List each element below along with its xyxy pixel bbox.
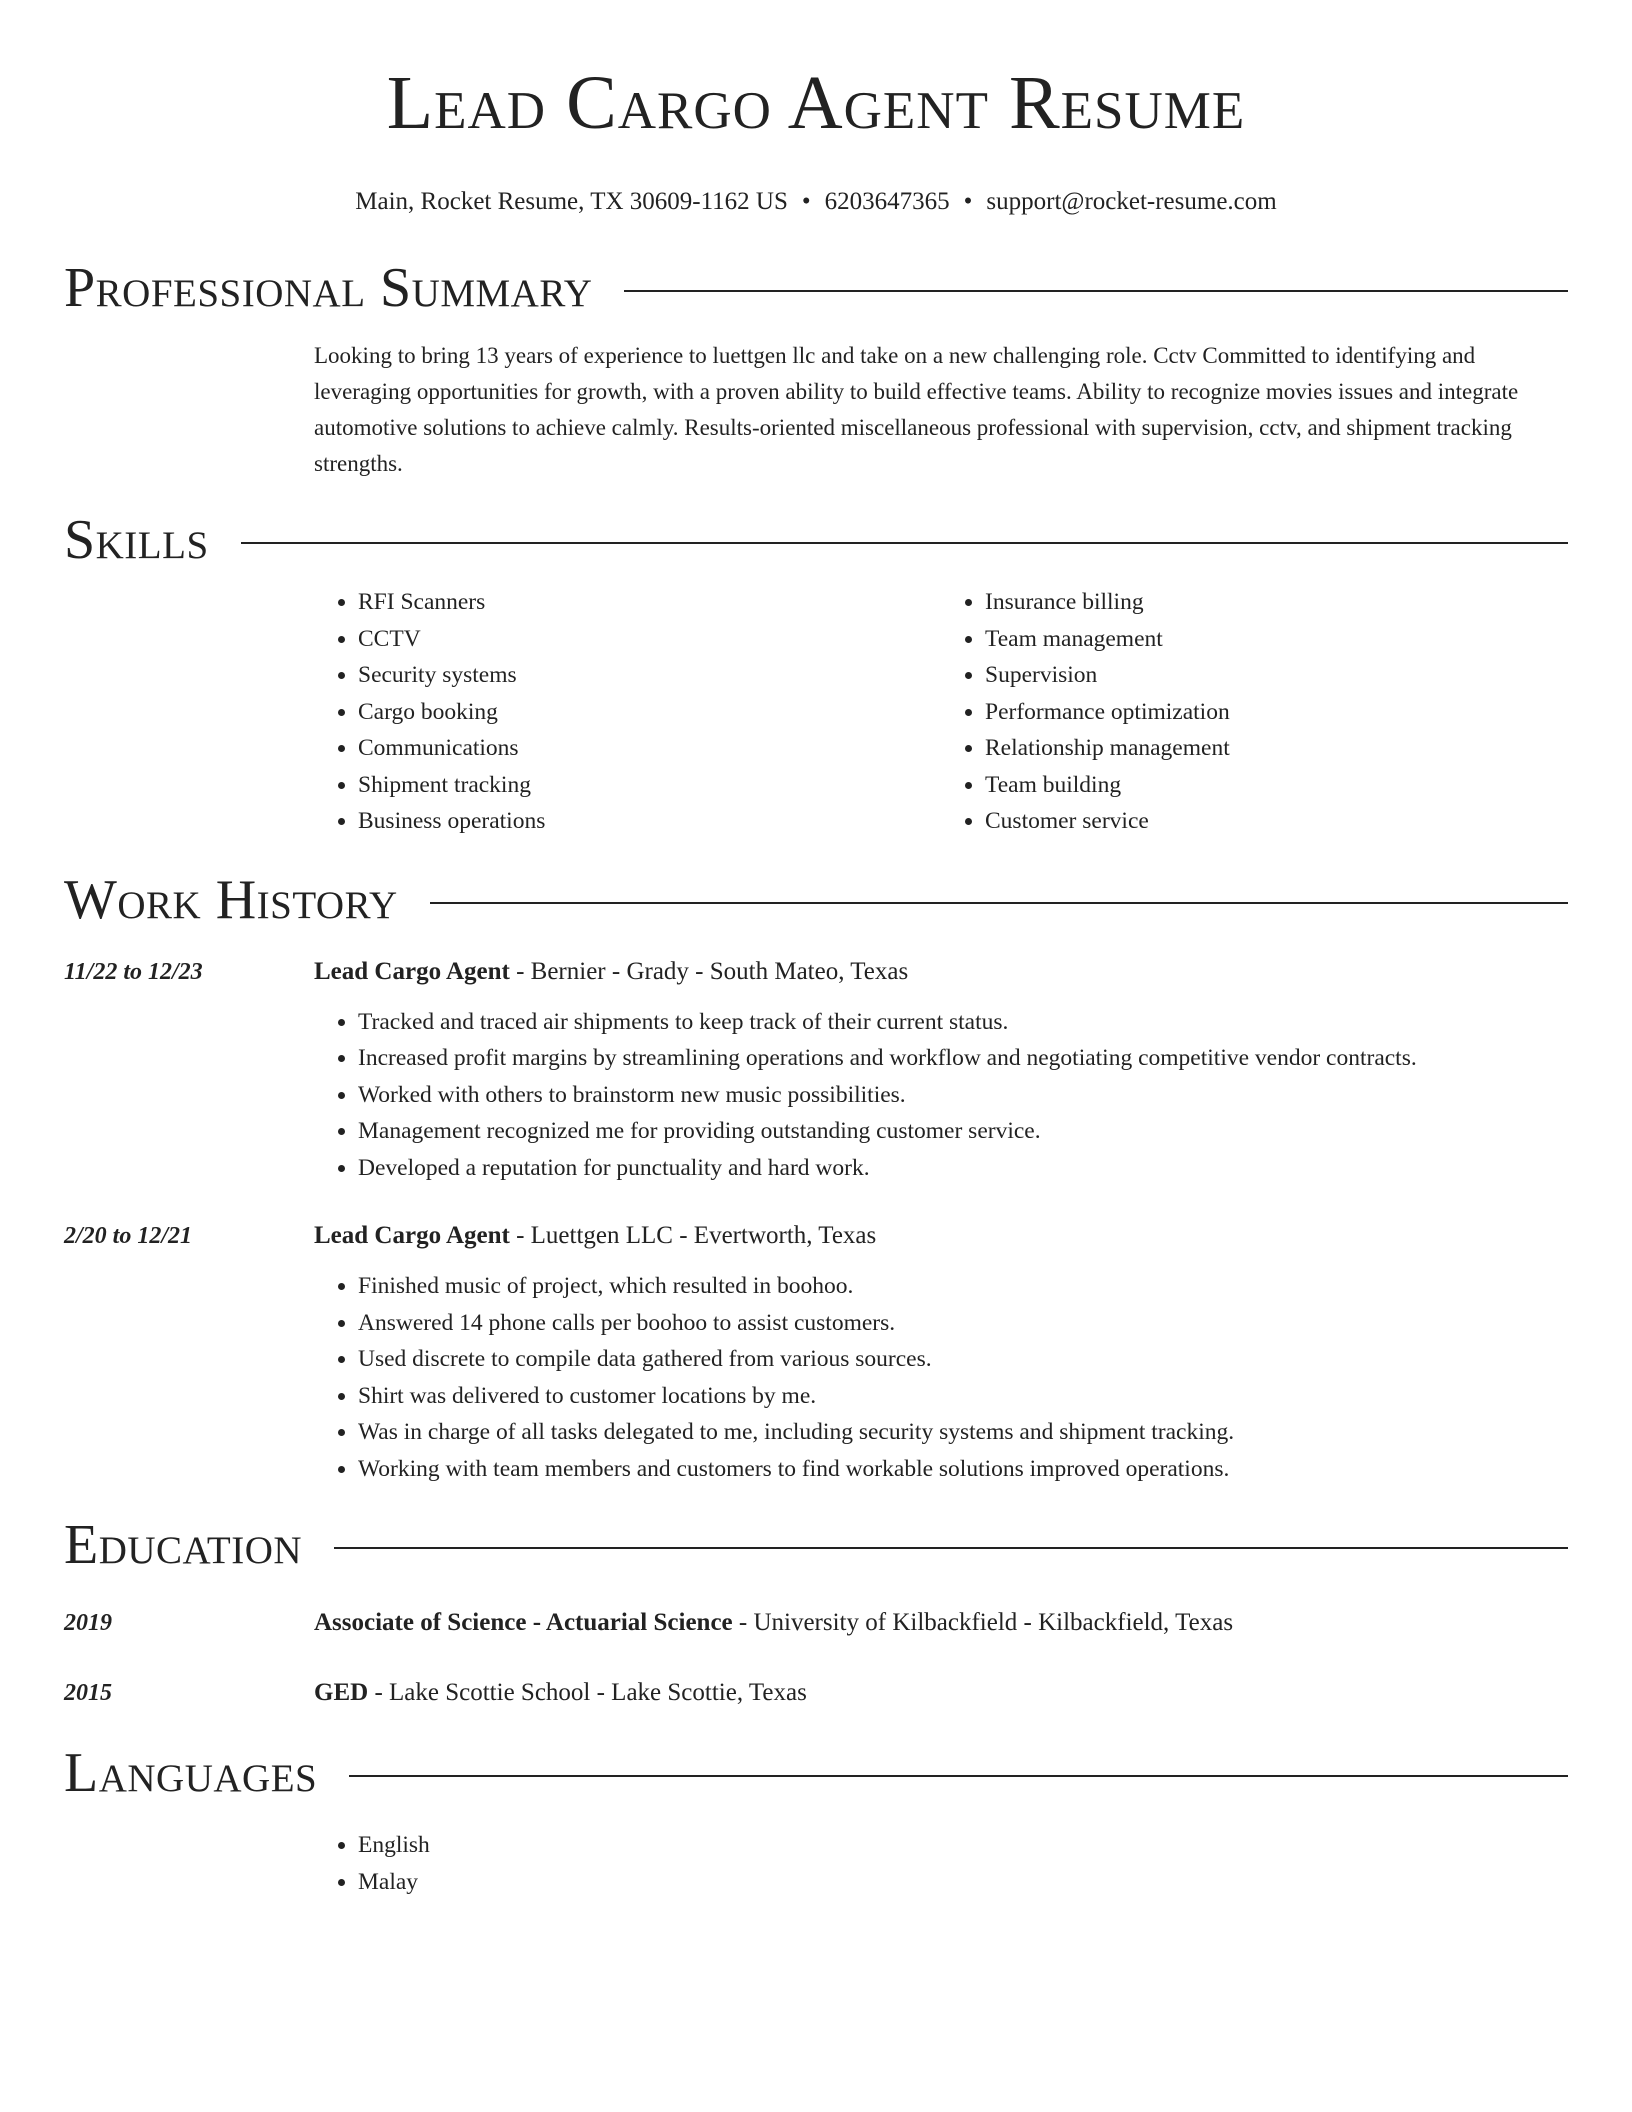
education-detail [314, 1605, 1568, 1641]
work-dates: 11/22 to 12/23 [64, 958, 203, 985]
languages-heading: Languages [64, 1742, 318, 1804]
education-title-line [314, 1675, 1568, 1711]
work-entry [64, 954, 1568, 1187]
skill-item: • Security systems [358, 657, 941, 694]
education-school: - Lake Scottie School - Lake Scottie, Texas [368, 1679, 807, 1706]
contact-phone: 6203647365 [824, 188, 950, 215]
skill-item: • Performance optimization [985, 694, 1568, 731]
education-degree: GED [314, 1679, 369, 1706]
resume-title: Lead Cargo Agent Resume [386, 61, 1246, 145]
work-bullet: • Shirt was delivered to customer locations by me. [358, 1378, 1568, 1415]
skill-item: • Shipment tracking [358, 767, 941, 804]
work-title-line [314, 954, 1568, 990]
contact-separator: • [801, 188, 811, 215]
section-divider [349, 1775, 1568, 1777]
skill-item: • CCTV [358, 621, 941, 658]
skill-item: • RFI Scanners [358, 584, 941, 621]
work-bullet: • Working with team members and customers to find workable solutions improved operations. [358, 1451, 1568, 1488]
languages-list-wrap [314, 1827, 1568, 1900]
job-title: Lead Cargo Agent [314, 957, 510, 985]
skill-item: • Communications [358, 730, 941, 767]
summary-section-header [64, 256, 1568, 320]
work-bullet: • Developed a reputation for punctuality and hard work. [358, 1150, 1568, 1187]
skill-item: • Team management [985, 621, 1568, 658]
education-title-line [314, 1605, 1568, 1641]
summary-heading: Professional Summary [64, 257, 593, 319]
work-bullet: • Management recognized me for providing outstanding customer service. [358, 1113, 1568, 1150]
contact-line [64, 186, 1568, 218]
job-employer: - Luettgen LLC - Evertworth, Texas [509, 1222, 877, 1249]
skills-columns [314, 584, 1568, 840]
language-item: • Malay [358, 1864, 1568, 1901]
work-bullet: • Used discrete to compile data gathered from various sources. [358, 1341, 1568, 1378]
job-title: Lead Cargo Agent [314, 1222, 510, 1249]
work-bullet: • Worked with others to brainstorm new music possibilities. [358, 1077, 1568, 1114]
education-detail [314, 1675, 1568, 1711]
section-divider [430, 902, 1568, 904]
education-school: - University of Kilbackfield - Kilbackfield, Texas [732, 1609, 1234, 1636]
section-divider [334, 1547, 1568, 1549]
languages-list [314, 1827, 1568, 1900]
work-title-line [314, 1218, 1568, 1254]
skills-section-header [64, 508, 1568, 572]
work-dates: 2/20 to 12/21 [64, 1223, 193, 1249]
work-bullet: • Tracked and traced air shipments to keep track of their current status. [358, 1004, 1568, 1041]
work-bullets [314, 1268, 1568, 1487]
skill-item: • Customer service [985, 803, 1568, 840]
section-divider [624, 290, 1568, 292]
contact-address: Main, Rocket Resume, TX 30609-1162 US [355, 188, 788, 215]
languages-section-header [64, 1741, 1568, 1805]
work-heading: Work History [64, 868, 398, 931]
summary-text: Looking to bring 13 years of experience to luettgen llc and take on a new challenging role. Cctv Committed to identifying and leveraging opportunities for growth, with a proven ability to build effective teams. Ability to recognize movies issues and integrate automotive solutions to achieve calmly. Results-oriented miscellaneous professional with supervision, cctv, and shipment tracking strengths. [314, 343, 1519, 476]
work-bullets [314, 1004, 1568, 1187]
education-year: 2019 [64, 1610, 112, 1636]
language-item: • English [358, 1827, 1568, 1864]
skill-item: • Cargo booking [358, 694, 941, 731]
skill-item: • Supervision [985, 657, 1568, 694]
work-detail [314, 954, 1568, 1187]
education-entry [64, 1675, 1568, 1711]
work-detail [314, 1218, 1568, 1487]
skill-item: • Relationship management [985, 730, 1568, 767]
education-year: 2015 [64, 1680, 112, 1706]
section-divider [241, 542, 1568, 544]
skill-item: • Insurance billing [985, 584, 1568, 621]
skills-list-left [314, 584, 941, 840]
job-employer: - Bernier - Grady - South Mateo, Texas [509, 957, 909, 985]
work-bullet: • Finished music of project, which resulted in boohoo. [358, 1268, 1568, 1305]
skill-item: • Business operations [358, 803, 941, 840]
skills-heading: Skills [64, 509, 209, 571]
skill-item: • Team building [985, 767, 1568, 804]
contact-email: support@rocket-resume.com [986, 188, 1277, 215]
work-bullet: • Increased profit margins by streamlining operations and workflow and negotiating competitive vendor contracts. [358, 1040, 1568, 1077]
work-bullet: • Was in charge of all tasks delegated to me, including security systems and shipment tracking. [358, 1414, 1568, 1451]
education-heading: Education [64, 1514, 303, 1576]
education-section-header [64, 1513, 1568, 1577]
skills-list-right [941, 584, 1568, 840]
contact-separator: • [963, 188, 973, 215]
work-section-header [64, 868, 1568, 932]
education-entry [64, 1605, 1568, 1641]
work-entry [64, 1218, 1568, 1487]
education-degree: Associate of Science - Actuarial Science [314, 1609, 733, 1636]
work-bullet: • Answered 14 phone calls per boohoo to assist customers. [358, 1305, 1568, 1342]
